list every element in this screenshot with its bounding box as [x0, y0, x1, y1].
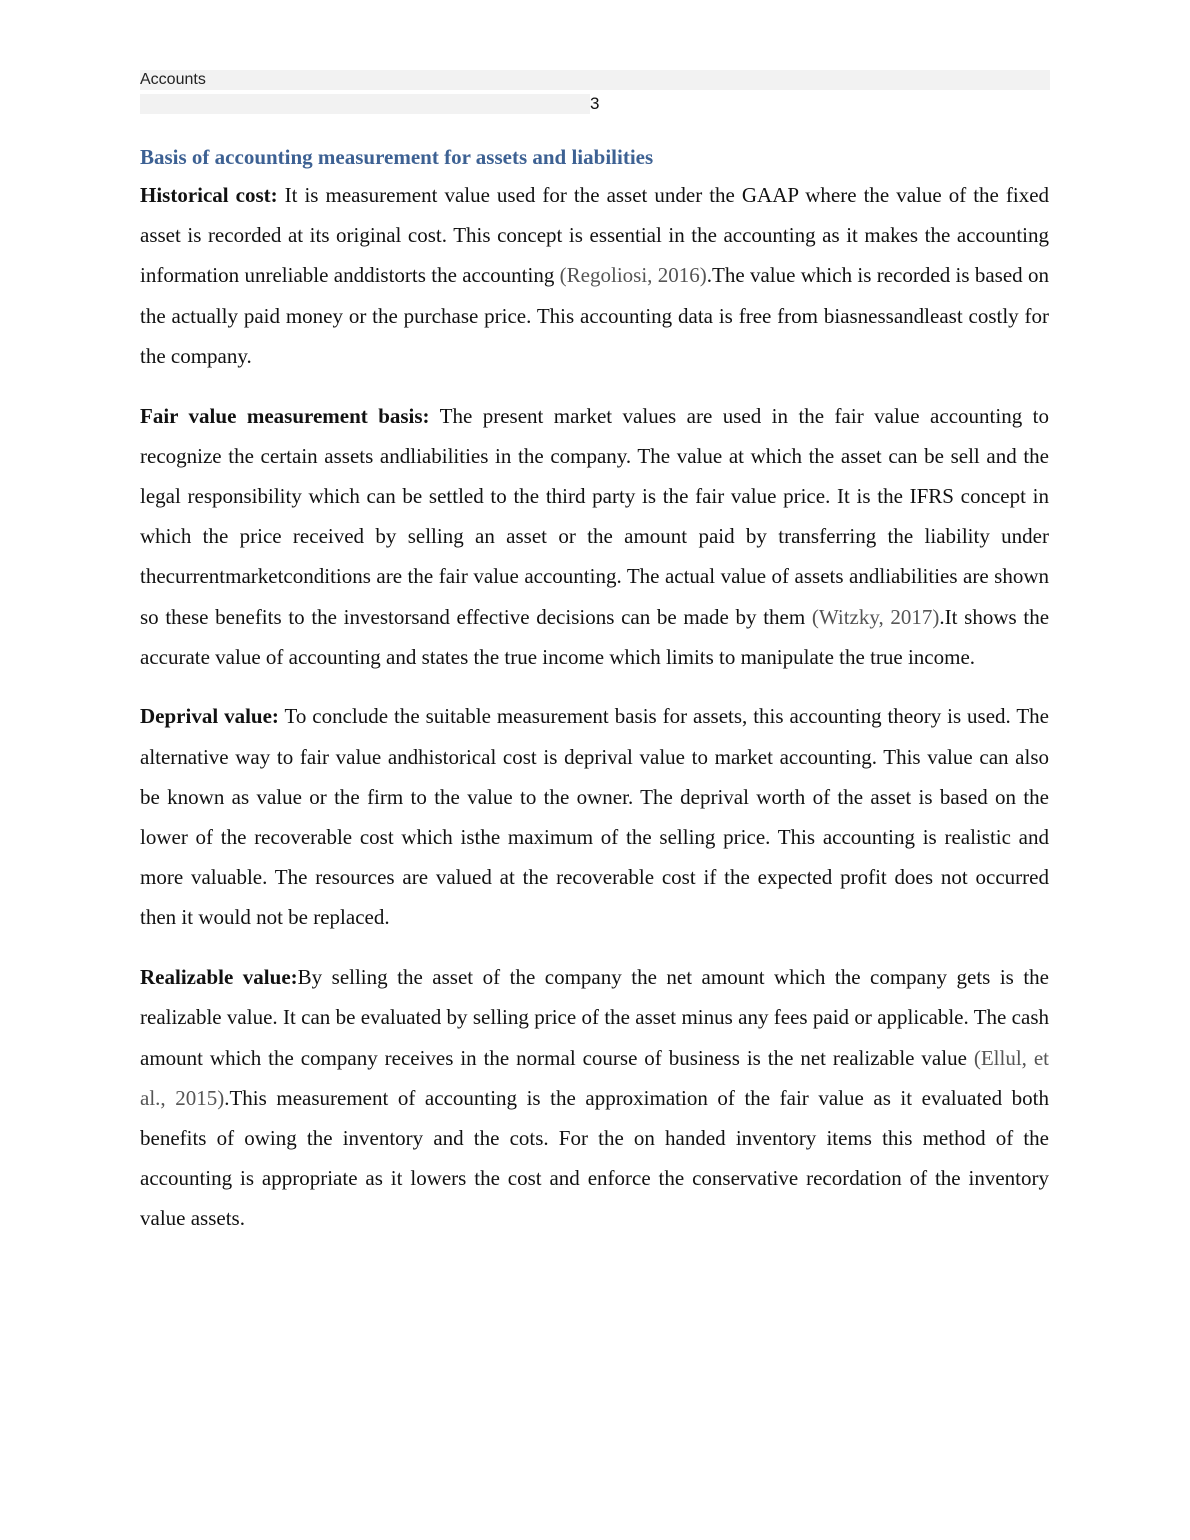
paragraph-text-continued: .The value which is recorded is based on the actually paid money or the purchase price. This accounting data is free from biasnessandleast costly for the company. — [140, 263, 1049, 368]
paragraph-text: To conclude the suitable measurement basis for assets, this accounting theory is used. The alternative way to fair value andhistorical cost is deprival value to market accounting. This value can also be known as value or the firm to the value to the owner. The deprival worth of the asset is based on the lower of the recoverable cost which isthe maximum of the selling price. This accounting is realistic and more valuable. The resources are valued at the recoverable cost if the expected profit does not occurred then it would not be replaced. — [140, 704, 1050, 930]
paragraph-term: Fair value measurement basis: — [140, 403, 430, 428]
running-header — [140, 70, 1050, 90]
paragraph-historical-cost — [140, 175, 1049, 376]
paragraph-term: Deprival value: — [140, 704, 279, 729]
paragraph-fair-value — [140, 396, 1049, 677]
page-number: 3 — [590, 94, 600, 113]
page-number-field — [140, 94, 590, 114]
paragraph-text-continued: .This measurement of accounting is the approximation of the fair value as it evaluated both benefits of owing the inventory and the cots. For the on handed inventory items this method of the accounting is appropriate as it lowers the cost and enforce the conservative recordation of the inventory value assets. — [140, 1085, 1050, 1231]
paragraph-term: Historical cost: — [140, 183, 278, 207]
section-heading: Basis of accounting measurement for assets and liabilities — [140, 145, 654, 169]
paragraph-realizable-value — [140, 957, 1049, 1238]
paragraph-text-continued: .It shows the accurate value of accounting and states the true income which limits to manipulate the true income. — [140, 604, 1050, 669]
running-header-title: Accounts — [140, 71, 206, 88]
citation: (Witzky, 2017) — [811, 604, 940, 629]
paragraph-term: Realizable value: — [140, 965, 298, 990]
document-body — [140, 141, 1049, 1258]
paragraph-deprival-value — [140, 696, 1049, 937]
paragraph-text: The present market values are used in the fair value accounting to recognize the certain assets andliabilities in the company. The value at which the asset can be sell and the legal responsibility which can be settled to the third party is the fair value price. It is the IFRS concept in which the price received by selling an asset or the amount paid by transferring the liability under thecurrentmarketconditions are the fair value accounting. The actual value of assets andliabilities are shown so these benefits to the investorsand effective decisions can be made by them — [140, 403, 1049, 629]
paragraph-text: It is measurement value used for the asset under the GAAP where the value of the fixed asset is recorded at its original cost. This concept is essential in the accounting as it makes the accounting information unreliable anddistorts the accounting — [140, 183, 1050, 288]
paragraph-text: By selling the asset of the company the net amount which the company gets is the realizable value. It can be evaluated by selling price of the asset minus any fees paid or applicable. The cash amount which the company receives in the normal course of business is the net realizable value — [140, 965, 1049, 1070]
citation: (Ellul, et al., 2015) — [140, 1045, 1049, 1110]
citation: (Regoliosi, 2016) — [559, 263, 707, 288]
